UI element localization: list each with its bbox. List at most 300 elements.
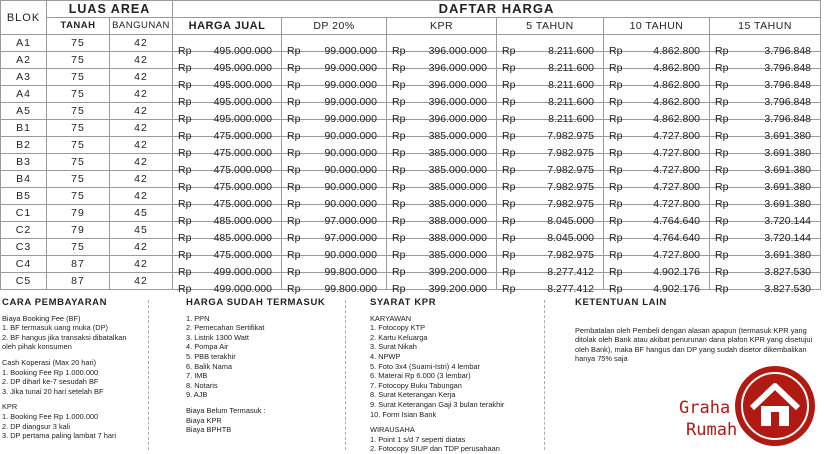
harga-jual-cell <box>173 86 282 108</box>
table-row <box>1 205 821 222</box>
cicilan-15-tahun-cell-value: 3.796.848 <box>764 96 812 108</box>
cicilan-15-tahun-cell-value: 3.796.848 <box>764 113 812 125</box>
dp-cell-value: 90.000.000 <box>324 164 377 176</box>
cicilan-15-tahun-cell <box>710 137 821 159</box>
kpr-cell-value: 396.000.000 <box>428 45 487 57</box>
bangunan-cell: 42 <box>110 35 173 52</box>
blok-cell: A5 <box>1 103 47 120</box>
currency-label: Rp <box>609 283 623 295</box>
cicilan-10-tahun-cell <box>604 137 710 159</box>
currency-label: Rp <box>715 45 729 57</box>
dp-cell <box>282 256 387 278</box>
cicilan-15-tahun-cell <box>710 120 821 142</box>
bangunan-cell: 42 <box>110 69 173 86</box>
cicilan-15-tahun-cell-value: 3.796.848 <box>764 45 812 57</box>
divider <box>345 300 346 450</box>
dp-cell-value: 97.000.000 <box>324 215 377 227</box>
currency-label: Rp <box>178 164 192 176</box>
kpr-cell-value: 385.000.000 <box>428 147 487 159</box>
table-row <box>1 69 821 86</box>
cicilan-10-tahun-cell-value: 4.764.640 <box>653 232 700 244</box>
kpr-cell-value: 399.200.000 <box>428 266 487 278</box>
harga-jual-cell-value: 495.000.000 <box>213 62 272 74</box>
blok-cell: B4 <box>1 171 47 188</box>
cicilan-15-tahun-cell-value: 3.691.380 <box>764 147 812 159</box>
blok-cell: A2 <box>1 52 47 69</box>
table-row <box>1 171 821 188</box>
bangunan-cell: 42 <box>110 188 173 205</box>
kpr-cell <box>387 52 497 74</box>
note-line: 1. PPN <box>186 313 210 323</box>
kpr-cell-value: 388.000.000 <box>428 232 487 244</box>
kpr-cell-value: 399.200.000 <box>428 283 487 295</box>
note-line: Cash Koperasi (Max 20 hari) <box>2 357 97 367</box>
note-line: 5. Foto 3x4 (Suami-Istri) 4 lembar <box>370 361 481 371</box>
cicilan-5-tahun-cell <box>497 239 604 261</box>
tanah-cell: 75 <box>47 120 110 137</box>
cara-pembayaran-title: CARA PEMBAYARAN <box>2 297 108 308</box>
cicilan-15-tahun-cell <box>710 239 821 261</box>
tanah-cell: 75 <box>47 137 110 154</box>
kpr-cell <box>387 256 497 278</box>
currency-label: Rp <box>715 266 729 278</box>
table-row <box>1 103 821 120</box>
note-line: oleh pihak konsumen <box>2 342 72 352</box>
cicilan-5-tahun-cell-value: 8.277.412 <box>547 283 594 295</box>
dp-cell <box>282 86 387 108</box>
bangunan-cell: 42 <box>110 239 173 256</box>
note-line: KARYAWAN <box>370 313 412 323</box>
currency-label: Rp <box>287 232 301 244</box>
blok-cell: C5 <box>1 273 47 290</box>
cicilan-5-tahun-cell-value: 8.211.600 <box>548 62 594 74</box>
currency-label: Rp <box>715 215 729 227</box>
tanah-cell: 75 <box>47 188 110 205</box>
harga-jual-cell-value: 495.000.000 <box>213 96 272 108</box>
bangunan-cell: 42 <box>110 256 173 273</box>
kpr-cell <box>387 137 497 159</box>
harga-jual-cell <box>173 103 282 125</box>
table-row <box>1 273 821 290</box>
blok-cell: C1 <box>1 205 47 222</box>
harga-jual-cell <box>173 52 282 74</box>
currency-label: Rp <box>502 249 516 261</box>
note-line: 2. DP diangsur 3 kali <box>2 421 71 431</box>
harga-jual-cell <box>173 120 282 142</box>
note-line: 6. Materai Rp 6.000 (3 lembar) <box>370 371 471 381</box>
currency-label: Rp <box>609 164 623 176</box>
cicilan-5-tahun-cell-value: 7.982.975 <box>547 147 594 159</box>
note-line: Biaya BPHTB <box>186 425 232 435</box>
cicilan-5-tahun-cell-value: 8.045.000 <box>547 232 594 244</box>
table-row <box>1 137 821 154</box>
header-daftar-harga: DAFTAR HARGA <box>173 1 821 18</box>
divider <box>148 300 149 450</box>
cara-pembayaran-lines <box>2 314 142 441</box>
currency-label: Rp <box>609 147 623 159</box>
cicilan-10-tahun-cell-value: 4.727.800 <box>653 181 700 193</box>
cicilan-10-tahun-cell <box>604 239 710 261</box>
header-15-tahun: 15 TAHUN <box>710 18 821 35</box>
cicilan-10-tahun-cell <box>604 222 710 244</box>
cicilan-10-tahun-cell-value: 4.862.800 <box>653 79 700 91</box>
dp-cell <box>282 239 387 261</box>
currency-label: Rp <box>287 283 301 295</box>
harga-jual-cell-value: 499.000.000 <box>213 266 272 278</box>
kpr-cell-value: 385.000.000 <box>428 181 487 193</box>
dp-cell-value: 99.000.000 <box>324 45 377 57</box>
dp-cell-value: 90.000.000 <box>324 198 377 210</box>
currency-label: Rp <box>502 266 516 278</box>
currency-label: Rp <box>178 198 192 210</box>
currency-label: Rp <box>502 198 516 210</box>
currency-label: Rp <box>609 181 623 193</box>
cicilan-10-tahun-cell <box>604 171 710 193</box>
bangunan-cell: 42 <box>110 273 173 290</box>
note-line: 2. Pemecahan Sertifikat <box>186 323 265 333</box>
cicilan-10-tahun-cell <box>604 273 710 295</box>
blok-cell: B2 <box>1 137 47 154</box>
cicilan-5-tahun-cell <box>497 103 604 125</box>
note-line: 5. PBB terakhir <box>186 351 236 361</box>
cicilan-10-tahun-cell <box>604 256 710 278</box>
bangunan-cell: 42 <box>110 103 173 120</box>
kpr-cell-value: 385.000.000 <box>428 249 487 261</box>
harga-jual-cell-value: 475.000.000 <box>213 164 272 176</box>
bangunan-cell: 42 <box>110 137 173 154</box>
cicilan-10-tahun-cell <box>604 103 710 125</box>
currency-label: Rp <box>287 181 301 193</box>
cicilan-5-tahun-cell <box>497 86 604 108</box>
cicilan-15-tahun-cell <box>710 256 821 278</box>
currency-label: Rp <box>502 147 516 159</box>
currency-label: Rp <box>502 96 516 108</box>
tanah-cell: 79 <box>47 222 110 239</box>
tanah-cell: 75 <box>47 86 110 103</box>
currency-label: Rp <box>287 113 301 125</box>
tanah-cell: 75 <box>47 35 110 52</box>
currency-label: Rp <box>609 45 623 57</box>
note-line: 2. Kartu Keluarga <box>370 332 428 342</box>
cara-pembayaran-section <box>2 298 142 441</box>
dp-cell <box>282 137 387 159</box>
cicilan-10-tahun-cell <box>604 52 710 74</box>
currency-label: Rp <box>392 181 406 193</box>
currency-label: Rp <box>178 283 192 295</box>
tanah-cell: 75 <box>47 103 110 120</box>
table-row <box>1 52 821 69</box>
cicilan-15-tahun-cell-value: 3.827.530 <box>764 266 812 278</box>
header-luas-area: LUAS AREA <box>47 1 173 18</box>
currency-label: Rp <box>715 283 729 295</box>
kpr-cell <box>387 222 497 244</box>
kpr-cell-value: 396.000.000 <box>428 96 487 108</box>
dp-cell <box>282 103 387 125</box>
cicilan-10-tahun-cell-value: 4.902.176 <box>653 283 700 295</box>
tanah-cell: 87 <box>47 273 110 290</box>
kpr-cell <box>387 171 497 193</box>
bangunan-cell: 42 <box>110 86 173 103</box>
note-line: ditolak oleh Bank atau akibat penurunan dana plafon KPR yang disetujui <box>575 335 813 345</box>
harga-jual-cell-value: 485.000.000 <box>213 232 272 244</box>
tanah-cell: 75 <box>47 69 110 86</box>
cicilan-5-tahun-cell <box>497 120 604 142</box>
currency-label: Rp <box>715 130 729 142</box>
dp-cell <box>282 205 387 227</box>
currency-label: Rp <box>609 113 623 125</box>
price-table-body <box>1 35 821 295</box>
cicilan-10-tahun-cell-value: 4.727.800 <box>653 164 700 176</box>
currency-label: Rp <box>178 249 192 261</box>
header-5-tahun: 5 TAHUN <box>497 18 604 35</box>
dp-cell <box>282 120 387 142</box>
harga-jual-cell-value: 485.000.000 <box>213 215 272 227</box>
currency-label: Rp <box>392 215 406 227</box>
currency-label: Rp <box>715 249 729 261</box>
currency-label: Rp <box>392 79 406 91</box>
currency-label: Rp <box>502 232 516 244</box>
cicilan-5-tahun-cell-value: 8.211.600 <box>548 113 594 125</box>
note-line: 9. AJB <box>186 390 208 400</box>
currency-label: Rp <box>715 96 729 108</box>
cicilan-15-tahun-cell <box>710 69 821 91</box>
currency-label: Rp <box>502 283 516 295</box>
currency-label: Rp <box>178 96 192 108</box>
kpr-cell-value: 385.000.000 <box>428 130 487 142</box>
note-line: 2. DP diharl ke-7 sesudah BF <box>2 377 99 387</box>
kpr-cell <box>387 69 497 91</box>
currency-label: Rp <box>502 62 516 74</box>
currency-label: Rp <box>609 62 623 74</box>
kpr-cell <box>387 35 497 57</box>
cicilan-15-tahun-cell <box>710 103 821 125</box>
harga-jual-cell <box>173 222 282 244</box>
note-line: 4. NPWP <box>370 351 401 361</box>
bangunan-cell: 45 <box>110 222 173 239</box>
currency-label: Rp <box>392 198 406 210</box>
cicilan-15-tahun-cell-value: 3.691.380 <box>764 249 812 261</box>
cicilan-15-tahun-cell <box>710 52 821 74</box>
divider <box>544 300 545 450</box>
blok-cell: C3 <box>1 239 47 256</box>
bangunan-cell: 42 <box>110 120 173 137</box>
cicilan-10-tahun-cell-value: 4.727.800 <box>653 147 700 159</box>
tanah-cell: 79 <box>47 205 110 222</box>
dp-cell-value: 97.000.000 <box>324 232 377 244</box>
header-10-tahun: 10 TAHUN <box>604 18 710 35</box>
note-line: 4. Pompa Air <box>186 342 229 352</box>
cicilan-15-tahun-cell-value: 3.720.144 <box>764 215 812 227</box>
kpr-cell-value: 396.000.000 <box>428 79 487 91</box>
cicilan-5-tahun-cell <box>497 69 604 91</box>
dp-cell-value: 99.000.000 <box>324 62 377 74</box>
cicilan-5-tahun-cell <box>497 154 604 176</box>
currency-label: Rp <box>609 266 623 278</box>
cicilan-10-tahun-cell <box>604 86 710 108</box>
note-line: 1. Fotocopy KTP <box>370 323 426 333</box>
note-line: Pembatalan oleh Pembeli dengan alasan apapun (termasuk KPR yang <box>575 325 807 335</box>
harga-jual-cell <box>173 137 282 159</box>
note-line: 1. Booking Fee Rp 1.000.000 <box>2 411 99 421</box>
currency-label: Rp <box>609 79 623 91</box>
currency-label: Rp <box>392 232 406 244</box>
dp-cell-value: 90.000.000 <box>324 249 377 261</box>
table-row <box>1 188 821 205</box>
currency-label: Rp <box>287 45 301 57</box>
cicilan-5-tahun-cell <box>497 273 604 295</box>
note-line: 2. Fotocopy SIUP dan TDP perusahaan <box>370 444 500 454</box>
blok-cell: B3 <box>1 154 47 171</box>
currency-label: Rp <box>178 215 192 227</box>
harga-jual-cell <box>173 256 282 278</box>
cicilan-15-tahun-cell <box>710 222 821 244</box>
cicilan-5-tahun-cell-value: 8.277.412 <box>547 266 594 278</box>
tanah-cell: 75 <box>47 239 110 256</box>
note-line: 3. Listrik 1300 Watt <box>186 332 249 342</box>
cicilan-5-tahun-cell-value: 7.982.975 <box>547 130 594 142</box>
currency-label: Rp <box>287 79 301 91</box>
note-line: Biaya KPR <box>186 415 222 425</box>
cicilan-15-tahun-cell-value: 3.691.380 <box>764 181 812 193</box>
currency-label: Rp <box>502 79 516 91</box>
cicilan-5-tahun-cell <box>497 222 604 244</box>
cicilan-5-tahun-cell <box>497 171 604 193</box>
cicilan-15-tahun-cell-value: 3.796.848 <box>764 79 812 91</box>
harga-jual-cell-value: 495.000.000 <box>213 79 272 91</box>
kpr-cell <box>387 239 497 261</box>
syarat-kpr-title: SYARAT KPR <box>370 297 437 308</box>
header-bangunan: BANGUNAN <box>110 18 173 35</box>
currency-label: Rp <box>392 147 406 159</box>
harga-jual-cell <box>173 69 282 91</box>
cicilan-5-tahun-cell <box>497 52 604 74</box>
harga-jual-cell-value: 495.000.000 <box>213 45 272 57</box>
note-line: 8. Surat Keterangan Kerja <box>370 390 456 400</box>
kpr-cell-value: 396.000.000 <box>428 62 487 74</box>
logo-text-graha: Graha <box>679 398 731 418</box>
blok-cell: C4 <box>1 256 47 273</box>
currency-label: Rp <box>178 266 192 278</box>
cicilan-5-tahun-cell <box>497 188 604 210</box>
kpr-cell-value: 385.000.000 <box>428 164 487 176</box>
currency-label: Rp <box>609 232 623 244</box>
dp-cell-value: 99.000.000 <box>324 96 377 108</box>
syarat-kpr-section <box>370 298 540 454</box>
cicilan-5-tahun-cell-value: 8.211.600 <box>548 45 594 57</box>
currency-label: Rp <box>178 62 192 74</box>
currency-label: Rp <box>392 62 406 74</box>
cicilan-15-tahun-cell-value: 3.691.380 <box>764 130 812 142</box>
currency-label: Rp <box>287 62 301 74</box>
cicilan-5-tahun-cell-value: 7.982.975 <box>547 181 594 193</box>
note-line: 1. BF termasuk uang muka (DP) <box>2 323 108 333</box>
harga-termasuk-section <box>186 298 336 435</box>
currency-label: Rp <box>715 198 729 210</box>
currency-label: Rp <box>502 215 516 227</box>
tanah-cell: 75 <box>47 171 110 188</box>
harga-jual-cell <box>173 205 282 227</box>
ketentuan-lain-title: KETENTUAN LAIN <box>575 297 667 308</box>
currency-label: Rp <box>502 181 516 193</box>
currency-label: Rp <box>178 45 192 57</box>
header-dp: DP 20% <box>282 18 387 35</box>
note-line: 3. Surat Nikah <box>370 342 417 352</box>
harga-jual-cell-value: 475.000.000 <box>213 181 272 193</box>
harga-jual-cell-value: 475.000.000 <box>213 147 272 159</box>
cicilan-10-tahun-cell-value: 4.727.800 <box>653 249 700 261</box>
dp-cell-value: 99.000.000 <box>324 113 377 125</box>
currency-label: Rp <box>392 96 406 108</box>
dp-cell <box>282 52 387 74</box>
blok-cell: A3 <box>1 69 47 86</box>
kpr-cell <box>387 188 497 210</box>
dp-cell <box>282 188 387 210</box>
note-line: 2. BF hangus jika transaksi dibatalkan <box>2 332 127 342</box>
kpr-cell <box>387 86 497 108</box>
cicilan-15-tahun-cell-value: 3.691.380 <box>764 198 812 210</box>
currency-label: Rp <box>392 164 406 176</box>
cicilan-10-tahun-cell <box>604 69 710 91</box>
cicilan-10-tahun-cell-value: 4.862.800 <box>653 113 700 125</box>
ketentuan-lain-section <box>575 298 820 364</box>
kpr-cell-value: 388.000.000 <box>428 215 487 227</box>
cicilan-15-tahun-cell-value: 3.691.380 <box>764 164 812 176</box>
dp-cell <box>282 171 387 193</box>
cicilan-15-tahun-cell <box>710 205 821 227</box>
cicilan-10-tahun-cell <box>604 205 710 227</box>
note-line: hanya 75% saja <box>575 354 628 364</box>
currency-label: Rp <box>178 147 192 159</box>
cicilan-5-tahun-cell <box>497 205 604 227</box>
currency-label: Rp <box>502 45 516 57</box>
cicilan-15-tahun-cell <box>710 273 821 295</box>
dp-cell <box>282 154 387 176</box>
header-kpr: KPR <box>387 18 497 35</box>
dp-cell-value: 99.800.000 <box>324 266 377 278</box>
note-line: 3. DP pertama paling lambat 7 hari <box>2 431 117 441</box>
cicilan-15-tahun-cell <box>710 154 821 176</box>
cicilan-10-tahun-cell-value: 4.727.800 <box>653 130 700 142</box>
tanah-cell: 87 <box>47 256 110 273</box>
harga-jual-cell-value: 495.000.000 <box>213 113 272 125</box>
cicilan-10-tahun-cell-value: 4.862.800 <box>653 45 700 57</box>
currency-label: Rp <box>392 249 406 261</box>
currency-label: Rp <box>287 249 301 261</box>
kpr-cell <box>387 103 497 125</box>
kpr-cell-value: 385.000.000 <box>428 198 487 210</box>
currency-label: Rp <box>715 113 729 125</box>
currency-label: Rp <box>287 96 301 108</box>
table-row <box>1 35 821 52</box>
currency-label: Rp <box>178 232 192 244</box>
currency-label: Rp <box>392 113 406 125</box>
cicilan-5-tahun-cell-value: 7.982.975 <box>547 249 594 261</box>
note-line: oleh Bank), maka BF hangus dan DP yang sudah disetor dikembalikan <box>575 344 807 354</box>
cicilan-10-tahun-cell <box>604 154 710 176</box>
currency-label: Rp <box>178 130 192 142</box>
blok-cell: B5 <box>1 188 47 205</box>
note-line: Biaya Belum Termasuk : <box>186 405 266 415</box>
cicilan-15-tahun-cell-value: 3.827.530 <box>764 283 812 295</box>
blok-cell: C2 <box>1 222 47 239</box>
harga-jual-cell <box>173 154 282 176</box>
currency-label: Rp <box>287 164 301 176</box>
currency-label: Rp <box>715 147 729 159</box>
currency-label: Rp <box>715 164 729 176</box>
cicilan-15-tahun-cell <box>710 188 821 210</box>
table-row <box>1 120 821 137</box>
cicilan-10-tahun-cell <box>604 188 710 210</box>
